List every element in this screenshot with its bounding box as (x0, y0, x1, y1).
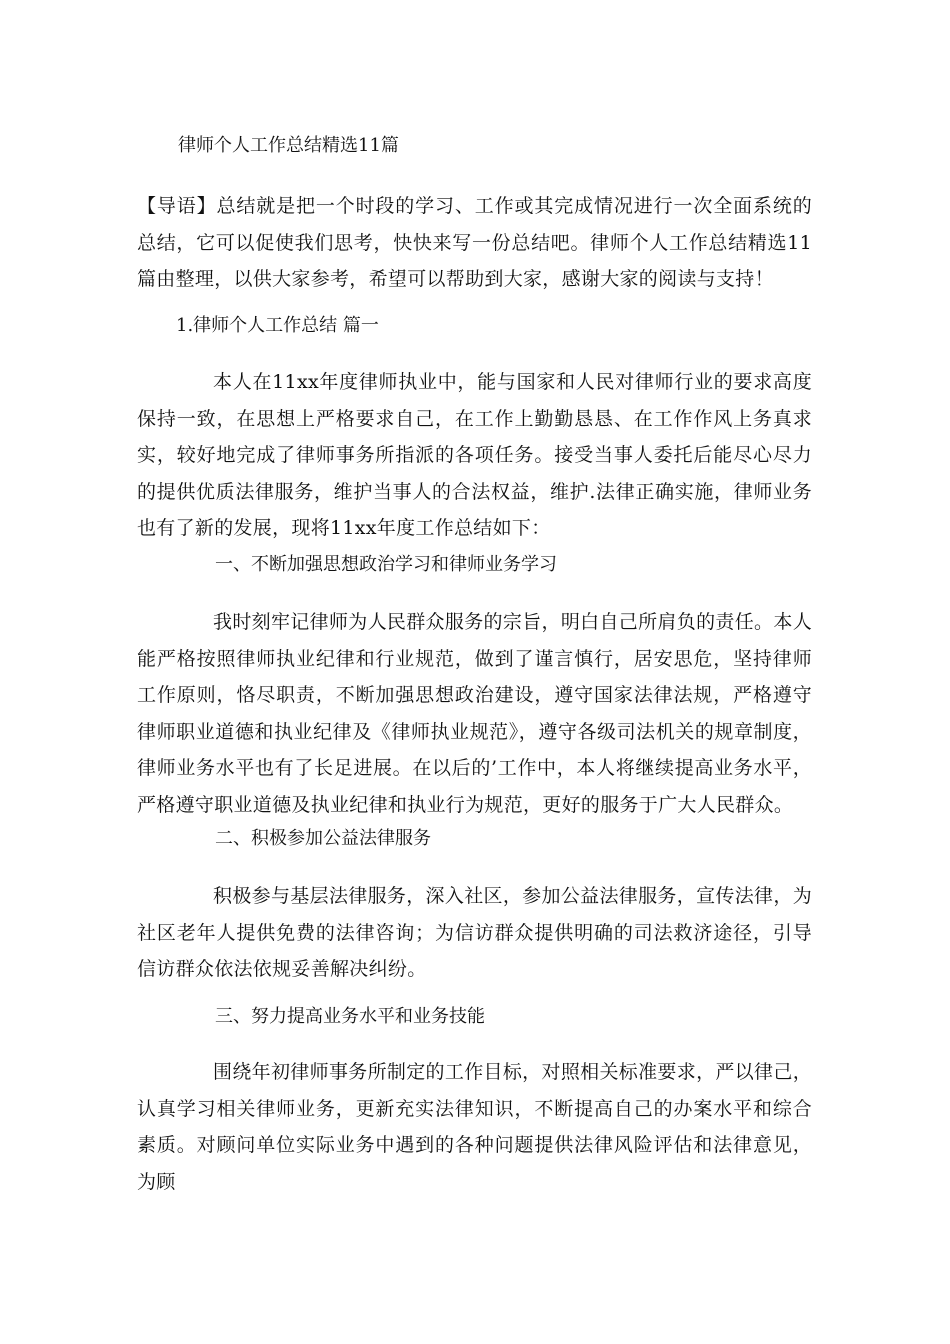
document-title: 律师个人工作总结精选11篇 (178, 135, 399, 156)
subsection-heading-1: 一、不断加强思想政治学习和律师业务学习 (215, 554, 557, 575)
subsection-heading-3: 三、努力提高业务水平和业务技能 (215, 1006, 485, 1027)
subsection3-paragraph: 围绕年初律师事务所制定的工作目标，对照相关标准要求，严以律己，认真学习相关律师业务，更新充实法律知识，不断提高自己的办案水平和综合素质。对顾问单位实际业务中遇到的各种问题提供法律风险评估和法律意见，为顾 (137, 1061, 812, 1193)
subsection1-paragraph: 我时刻牢记律师为人民群众服务的宗旨，明白自己所肩负的责任。本人能严格按照律师执业纪律和行业规范，做到了谨言慎行，居安思危，坚持律师工作原则，恪尽职责，不断加强思想政治建设，遵守国家法律法规，严格遵守律师职业道德和执业纪律及《律师执业规范》，遵守各级司法机关的规章制度，律师业务水平也有了长足进展。在以后的’工作中，本人将继续提高业务水平，严格遵守职业道德及执业纪律和执业行为规范，更好的服务于广大人民群众。 (137, 611, 812, 816)
section1-paragraph: 本人在11xx年度律师执业中，能与国家和人民对律师行业的要求高度保持一致，在思想上严格要求自己，在工作上勤勤恳恳、在工作作风上务真求实，较好地完成了律师事务所指派的各项任务。接受当事人委托后能尽心尽力的提供优质法律服务，维护当事人的合法权益，维护.法律正确实施，律师业务也有了新的发展，现将11xx年度工作总结如下： (137, 371, 812, 539)
subsection2-paragraph: 积极参与基层法律服务，深入社区，参加公益法律服务，宣传法律，为社区老年人提供免费的法律咨询；为信访群众提供明确的司法救济途径，引导信访群众依法依规妥善解决纠纷。 (137, 885, 812, 980)
intro-paragraph: 【导语】总结就是把一个时段的学习、工作或其完成情况进行一次全面系统的总结，它可以促使我们思考，快快来写一份总结吧。律师个人工作总结精选11篇由整理，以供大家参考，希望可以帮助到大家，感谢大家的阅读与支持！ (137, 195, 812, 290)
section-heading-1: 1.律师个人工作总结 篇一 (176, 315, 379, 336)
subsection-heading-2: 二、积极参加公益法律服务 (215, 828, 431, 849)
